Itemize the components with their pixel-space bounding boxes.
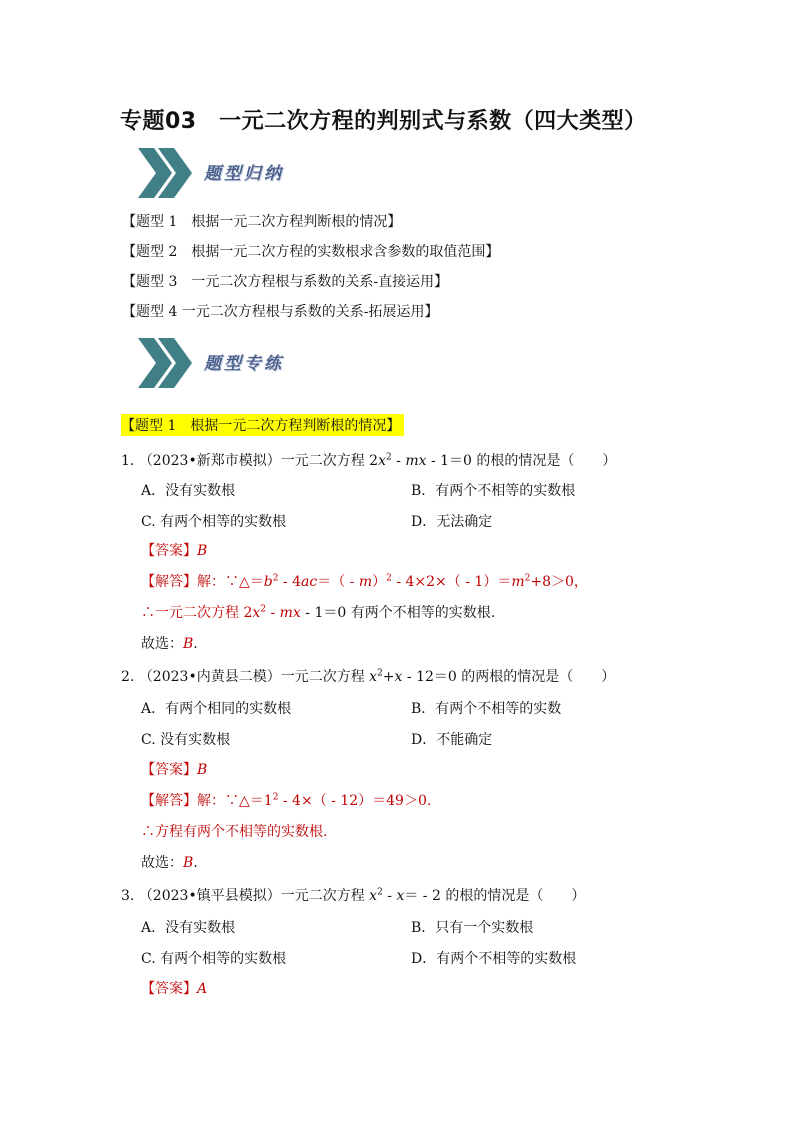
stem-text: + xyxy=(382,669,395,685)
option-b: B．有两个不相等的实数根 xyxy=(411,483,576,499)
conclusion-line xyxy=(141,602,495,624)
conclusion-line: ∴方程有两个不相等的实数根. xyxy=(141,824,328,840)
stem-text: - xyxy=(382,888,397,904)
math-var: m xyxy=(511,574,525,590)
math-exp: 2 xyxy=(385,452,392,463)
answer-value: A xyxy=(197,981,208,997)
solution-text: ） xyxy=(372,574,387,590)
stem-text: 一元二次方程 xyxy=(280,669,370,685)
solution-text: 解：∵△＝ xyxy=(197,574,264,590)
answer-value: B xyxy=(197,762,208,778)
banner-label: 题型专练 xyxy=(204,354,284,374)
solution-text: - 4 xyxy=(278,574,302,590)
type-list-item: 【题型 2 根据一元二次方程的实数根求含参数的取值范围】 xyxy=(122,244,500,260)
answer-line xyxy=(141,759,207,781)
option-d: D．无法确定 xyxy=(411,514,493,530)
choice-value: B xyxy=(183,636,194,652)
choice-label: 故选： xyxy=(141,855,183,871)
choice-label: 故选： xyxy=(141,636,183,652)
math-exp: 2 xyxy=(377,887,383,898)
math-var: m xyxy=(358,574,373,590)
section-banner-practice xyxy=(136,336,436,390)
math-var: x xyxy=(378,453,386,469)
solution-line xyxy=(141,790,431,812)
double-chevron-icon xyxy=(136,146,196,200)
type-list xyxy=(122,207,499,327)
stem-text: - 1＝0 的根的情况是（ ） xyxy=(426,453,617,469)
option-d: D．不能确定 xyxy=(411,732,493,748)
type-list-item: 【题型 4 一元二次方程根与系数的关系-拓展运用】 xyxy=(122,304,439,320)
stem-text: - xyxy=(391,453,406,469)
question-stem xyxy=(121,666,615,688)
type-list-item: 【题型 1 根据一元二次方程判断根的情况】 xyxy=(122,214,402,230)
solution-label: 【解答】 xyxy=(141,574,197,590)
option-a: A．没有实数根 xyxy=(141,920,236,936)
banner-label: 题型归纳 xyxy=(204,164,284,184)
math-var: ac xyxy=(301,574,318,590)
answer-label: 【答案】 xyxy=(141,762,197,778)
math-var: x xyxy=(252,605,261,621)
question-stem xyxy=(121,885,585,907)
option-c: C. 有两个相等的实数根 xyxy=(141,514,287,530)
math-var: x xyxy=(396,888,405,904)
answer-line xyxy=(141,978,207,1000)
question-number: 1. xyxy=(121,453,135,469)
option-b: B．只有一个实数根 xyxy=(411,920,534,936)
solution-text: +8＞0， xyxy=(530,574,588,590)
math-var: mx xyxy=(279,605,301,621)
choice-value: B xyxy=(183,855,194,871)
math-exp: 2 xyxy=(260,604,266,615)
conclusion-text: ∴一元二次方程 2 xyxy=(141,605,253,621)
math-exp: 2 xyxy=(272,792,279,803)
conclusion-text: - xyxy=(266,605,280,621)
option-c: C. 没有实数根 xyxy=(141,732,231,748)
question-number: 3. xyxy=(121,888,135,904)
double-chevron-icon xyxy=(136,336,196,390)
stem-text: 一元二次方程 xyxy=(280,888,370,904)
question-number: 2. xyxy=(121,669,135,685)
choice-line xyxy=(141,852,198,874)
solution-line xyxy=(141,571,588,593)
question-source: （2023•内黄县二模） xyxy=(138,669,281,685)
question-source: （2023•镇平县模拟） xyxy=(138,888,281,904)
solution-text: 解：∵△＝1 xyxy=(197,793,273,809)
option-d: D．有两个不相等的实数根 xyxy=(411,951,577,967)
stem-text: ＝ - 2 的根的情况是（ ） xyxy=(404,888,586,904)
math-exp: 2 xyxy=(272,573,279,584)
page-title: 专题03 一元二次方程的判别式与系数（四大类型） xyxy=(120,109,647,134)
math-var: x xyxy=(369,888,378,904)
answer-line xyxy=(141,540,207,562)
math-var: x xyxy=(369,669,378,685)
answer-value: B xyxy=(197,543,208,559)
type-list-item: 【题型 3 一元二次方程根与系数的关系-直接运用】 xyxy=(122,274,449,290)
answer-label: 【答案】 xyxy=(141,543,197,559)
solution-text: ＝（ - xyxy=(317,574,359,590)
option-c: C. 有两个相等的实数根 xyxy=(141,951,287,967)
solution-text: - 4×2×（ - 1）＝ xyxy=(391,574,512,590)
section-banner-summary xyxy=(136,146,436,200)
question-source: （2023•新郑市模拟） xyxy=(138,453,281,469)
stem-text: - 12＝0 的两根的情况是（ ） xyxy=(402,669,616,685)
choice-end: . xyxy=(193,636,198,652)
math-exp: 2 xyxy=(386,573,392,584)
math-exp: 2 xyxy=(524,573,531,584)
conclusion-text: - 1＝0 有两个不相等的实数根. xyxy=(300,605,496,621)
option-a: A．没有实数根 xyxy=(141,483,236,499)
answer-label: 【答案】 xyxy=(141,981,197,997)
math-var: b xyxy=(263,574,273,590)
choice-end: . xyxy=(193,855,198,871)
option-b: B．有两个不相等的实数 xyxy=(411,701,562,717)
section-heading: 【题型 1 根据一元二次方程判断根的情况】 xyxy=(121,414,404,436)
solution-label: 【解答】 xyxy=(141,793,197,809)
solution-text: - 4×（ - 12）＝49＞0. xyxy=(278,793,432,809)
question-stem xyxy=(121,450,616,472)
choice-line xyxy=(141,633,198,655)
math-exp: 2 xyxy=(377,668,383,679)
math-var: x xyxy=(394,669,403,685)
stem-text: 一元二次方程 2 xyxy=(280,453,379,469)
option-a: A．有两个相同的实数根 xyxy=(141,701,292,717)
math-var: mx xyxy=(405,453,427,469)
